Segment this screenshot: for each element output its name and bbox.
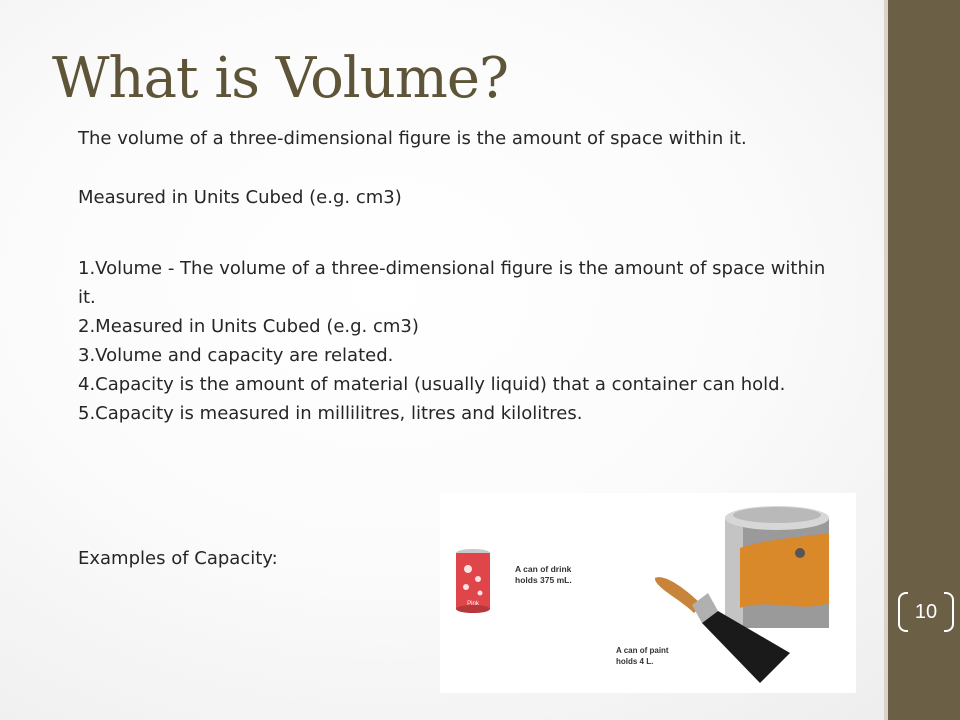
page-title: What is Volume? [52,46,509,111]
soda-brand-text: Pink [467,601,479,607]
list-item: 2.Measured in Units Cubed (e.g. cm3) [78,316,419,337]
list-item: 5.Capacity is measured in millilitres, litres and kilolitres. [78,403,583,424]
list-item: 1.Volume - The volume of a three-dimensional figure is the amount of space within it. [78,258,826,308]
slide-number-badge [898,592,954,632]
can-caption-line2: holds 375 mL. [515,575,572,585]
examples-label: Examples of Capacity: [78,548,278,569]
slide-number: 10 [914,600,938,623]
paint-caption-line1: A can of paint [616,646,669,655]
capacity-illustration [440,493,856,693]
paint-can-image [725,506,829,628]
right-bracket [944,592,954,632]
list-item: 4.Capacity is the amount of material (usually liquid) that a container can hold. [78,374,786,395]
soda-can-image [456,549,490,613]
list-item: 3.Volume and capacity are related. [78,345,394,366]
intro-text: The volume of a three-dimensional figure is the amount of space within it. [78,128,747,149]
bullet-list [78,254,828,428]
paint-drip [740,533,829,608]
measured-text: Measured in Units Cubed (e.g. cm3) [78,187,402,208]
can-caption-line1: A can of drink [515,564,572,574]
left-bracket [898,592,908,632]
paint-caption-line2: holds 4 L. [616,657,654,666]
